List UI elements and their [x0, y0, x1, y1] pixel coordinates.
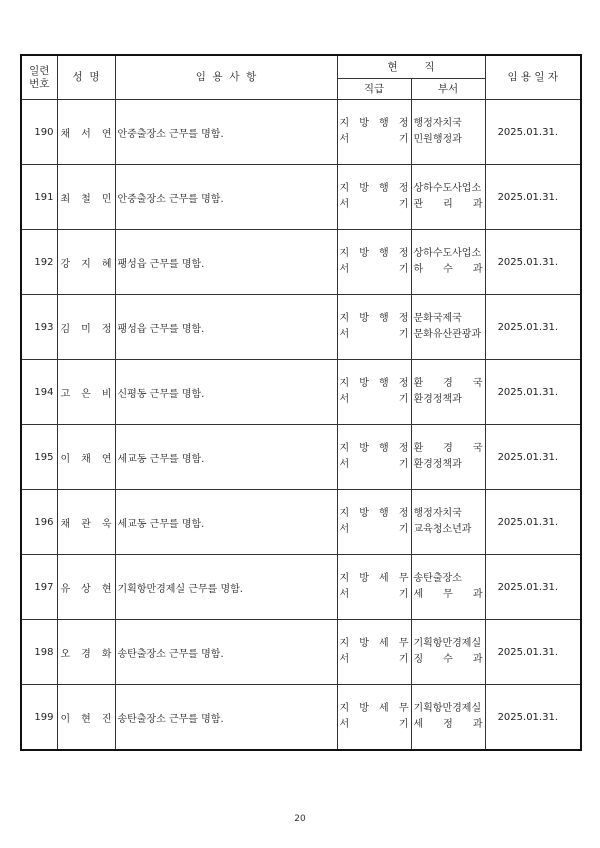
grade-line: 지 방 행 정: [339, 313, 409, 324]
appointment-content: 안중출장소 근무를 명함.: [115, 100, 337, 165]
grade-line: 지 방 행 정: [339, 183, 409, 194]
department-line: 관 리 과: [413, 199, 483, 210]
name-char: 진: [101, 713, 112, 725]
appointment-content: 안중출장소 근무를 명함.: [115, 165, 337, 230]
appointment-content: 세교동 근무를 명함.: [115, 490, 337, 555]
name-char: 서: [81, 128, 91, 140]
table-row: [21, 295, 581, 360]
person-name: [57, 230, 115, 295]
department-line: 문화유산관광과: [413, 329, 482, 340]
grade-cell: [337, 100, 411, 165]
grade-cell: [337, 230, 411, 295]
serial-no: 195: [21, 425, 57, 490]
name-char: 은: [81, 388, 91, 400]
person-name: [57, 425, 115, 490]
table-row: [21, 360, 581, 425]
grade-cell: [337, 425, 411, 490]
grade-line: 서 기: [339, 264, 409, 275]
serial-no: 192: [21, 230, 57, 295]
department-line: 상하수도사업소: [413, 248, 482, 259]
name-char: 채: [81, 453, 91, 465]
department-cell: [411, 360, 485, 425]
person-name: [57, 100, 115, 165]
appointment-table: [20, 54, 582, 751]
department-line: 세 무 과: [413, 589, 483, 600]
name-char: 김: [60, 323, 71, 335]
header-name: 성 명: [57, 55, 115, 100]
grade-line: 지 방 행 정: [339, 508, 409, 519]
name-char: 미: [81, 323, 91, 335]
appointment-date: 2025.01.31.: [485, 165, 581, 230]
header-department: 부서: [411, 79, 485, 100]
serial-no: 199: [21, 685, 57, 751]
header-serial-no: 일련 번호: [21, 55, 57, 100]
grade-line: 서 기: [339, 459, 409, 470]
grade-line: 서 기: [339, 589, 409, 600]
serial-no: 191: [21, 165, 57, 230]
grade-cell: [337, 295, 411, 360]
department-line: 환경정책과: [413, 394, 462, 405]
department-line: 세 정 과: [413, 719, 483, 730]
grade-line: 서 기: [339, 719, 409, 730]
grade-line: 지 방 세 무: [339, 573, 409, 584]
department-line: 환 경 국: [413, 443, 483, 454]
name-char: 연: [101, 128, 112, 140]
grade-cell: [337, 555, 411, 620]
table-row: [21, 685, 581, 751]
name-char: 상: [81, 583, 91, 595]
table-row: [21, 425, 581, 490]
grade-line: 지 방 행 정: [339, 118, 409, 129]
person-name: [57, 165, 115, 230]
name-char: 현: [101, 583, 112, 595]
grade-line: 서 기: [339, 524, 409, 535]
table-row: [21, 165, 581, 230]
appointment-date: 2025.01.31.: [485, 230, 581, 295]
page-number: 20: [294, 814, 306, 824]
grade-line: 지 방 행 정: [339, 443, 409, 454]
grade-cell: [337, 165, 411, 230]
appointment-date: 2025.01.31.: [485, 620, 581, 685]
table-row: [21, 100, 581, 165]
name-char: 강: [60, 258, 71, 270]
grade-line: 서 기: [339, 394, 409, 405]
name-char: 이: [60, 713, 71, 725]
department-cell: [411, 230, 485, 295]
grade-line: 서 기: [339, 654, 409, 665]
department-cell: [411, 685, 485, 751]
department-line: 징 수 과: [413, 654, 483, 665]
table-row: [21, 490, 581, 555]
serial-no: 198: [21, 620, 57, 685]
name-char: 유: [60, 583, 71, 595]
grade-line: 지 방 행 정: [339, 248, 409, 259]
department-line: 환 경 국: [413, 378, 483, 389]
department-line: 기획항만경제실: [413, 638, 482, 649]
appointment-content: 기획항만경제실 근무를 명함.: [115, 555, 337, 620]
name-char: 비: [101, 388, 112, 400]
person-name: [57, 295, 115, 360]
appointment-content: 송탄출장소 근무를 명함.: [115, 685, 337, 751]
department-cell: [411, 555, 485, 620]
department-line: 하 수 과: [413, 264, 483, 275]
department-line: 교육청소년과: [413, 524, 472, 535]
appointment-date: 2025.01.31.: [485, 295, 581, 360]
grade-line: 지 방 행 정: [339, 378, 409, 389]
header-appointment: 임 용 사 항: [115, 55, 337, 100]
name-char: 화: [101, 648, 112, 660]
grade-line: 지 방 세 무: [339, 638, 409, 649]
table-row: [21, 230, 581, 295]
department-line: 문화국제국: [413, 313, 462, 324]
grade-line: 서 기: [339, 329, 409, 340]
person-name: [57, 490, 115, 555]
header-current-position: 현 직: [337, 55, 485, 79]
serial-no: 196: [21, 490, 57, 555]
department-line: 행정자치국: [413, 508, 462, 519]
person-name: [57, 685, 115, 751]
name-char: 이: [60, 453, 71, 465]
department-cell: [411, 295, 485, 360]
header-appointment-date: 임 용 일 자: [485, 55, 581, 100]
appointment-date: 2025.01.31.: [485, 425, 581, 490]
name-char: 관: [81, 518, 91, 530]
department-cell: [411, 165, 485, 230]
serial-no: 190: [21, 100, 57, 165]
grade-cell: [337, 360, 411, 425]
name-char: 혜: [101, 258, 112, 270]
grade-cell: [337, 685, 411, 751]
name-char: 정: [101, 323, 112, 335]
person-name: [57, 555, 115, 620]
appointment-content: 세교동 근무를 명함.: [115, 425, 337, 490]
name-char: 최: [60, 193, 71, 205]
department-cell: [411, 490, 485, 555]
table-row: [21, 555, 581, 620]
name-char: 고: [60, 388, 71, 400]
department-line: 상하수도사업소: [413, 183, 482, 194]
appointment-date: 2025.01.31.: [485, 100, 581, 165]
name-char: 오: [60, 648, 71, 660]
grade-line: 서 기: [339, 134, 409, 145]
name-char: 욱: [101, 518, 112, 530]
appointment-date: 2025.01.31.: [485, 685, 581, 751]
header-grade: 직급: [337, 79, 411, 100]
name-char: 경: [81, 648, 91, 660]
department-line: 민원행정과: [413, 134, 462, 145]
serial-no: 197: [21, 555, 57, 620]
serial-no: 194: [21, 360, 57, 425]
person-name: [57, 620, 115, 685]
grade-line: 서 기: [339, 199, 409, 210]
appointment-content: 송탄출장소 근무를 명함.: [115, 620, 337, 685]
department-line: 행정자치국: [413, 118, 462, 129]
person-name: [57, 360, 115, 425]
department-line: 송탄출장소: [413, 573, 462, 584]
name-char: 민: [101, 193, 112, 205]
department-cell: [411, 100, 485, 165]
grade-line: 지 방 세 무: [339, 703, 409, 714]
appointment-content: 팽성읍 근무를 명함.: [115, 295, 337, 360]
grade-cell: [337, 620, 411, 685]
name-char: 지: [81, 258, 91, 270]
grade-cell: [337, 490, 411, 555]
department-line: 기획항만경제실: [413, 703, 482, 714]
appointment-date: 2025.01.31.: [485, 490, 581, 555]
department-cell: [411, 620, 485, 685]
name-char: 채: [60, 518, 71, 530]
appointment-content: 팽성읍 근무를 명함.: [115, 230, 337, 295]
appointment-date: 2025.01.31.: [485, 555, 581, 620]
department-cell: [411, 425, 485, 490]
name-char: 채: [60, 128, 71, 140]
department-line: 환경정책과: [413, 459, 462, 470]
name-char: 연: [101, 453, 112, 465]
name-char: 현: [81, 713, 91, 725]
appointment-date: 2025.01.31.: [485, 360, 581, 425]
appointment-content: 신평동 근무를 명함.: [115, 360, 337, 425]
serial-no: 193: [21, 295, 57, 360]
table-row: [21, 620, 581, 685]
name-char: 철: [81, 193, 91, 205]
